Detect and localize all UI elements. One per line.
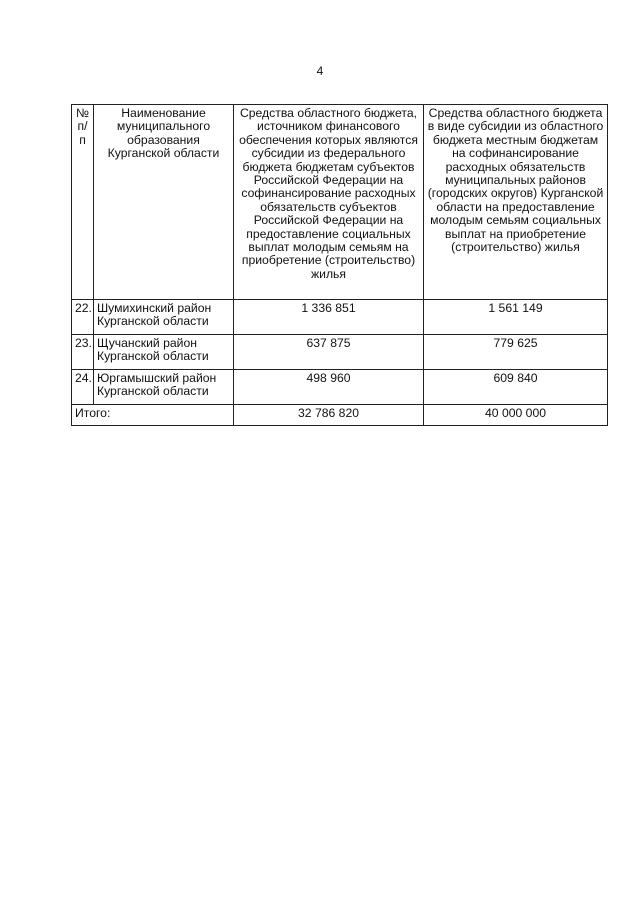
- row-number: 24.: [72, 370, 94, 405]
- page-number: 4: [316, 64, 324, 78]
- total-row: [72, 405, 608, 426]
- header-regional-subsidy-funds: Средства областного бюджета в виде субсидии из областного бюджета местным бюджетам на софинансирование расходных обязательств муниципальных районов (городских округов) Курганской области на предоставление молодым семьям социальных выплат на приобретение (строительство) жилья: [424, 105, 608, 300]
- header-municipality-name: Наименование муниципального образования Курганской области: [94, 105, 234, 300]
- header-number: № п/п: [72, 105, 94, 300]
- table-header-row: [72, 105, 608, 300]
- federal-amount: 637 875: [234, 335, 424, 370]
- total-label: Итого:: [72, 405, 234, 426]
- table-row: [72, 300, 608, 335]
- federal-amount: 498 960: [234, 370, 424, 405]
- regional-amount: 779 625: [424, 335, 608, 370]
- municipality-name: Шумихинский район Курганской области: [94, 300, 234, 335]
- row-number: 22.: [72, 300, 94, 335]
- header-federal-subsidy-funds: Средства областного бюджета, источником финансового обеспечения которых являются субсидии из федерального бюджета бюджетам субъектов Российской Федерации на софинансирование расходных обязательств субъектов Российской Федерации на предоставление социальных выплат молодым семьям на приобретение (строительство) жилья: [234, 105, 424, 300]
- budget-allocation-table: [71, 104, 608, 426]
- regional-amount: 609 840: [424, 370, 608, 405]
- federal-amount: 1 336 851: [234, 300, 424, 335]
- regional-amount: 1 561 149: [424, 300, 608, 335]
- total-federal-amount: 32 786 820: [234, 405, 424, 426]
- row-number: 23.: [72, 335, 94, 370]
- municipality-name: Юргамышский район Курганской области: [94, 370, 234, 405]
- table-row: [72, 335, 608, 370]
- total-regional-amount: 40 000 000: [424, 405, 608, 426]
- table-row: [72, 370, 608, 405]
- municipality-name: Щучанский район Курганской области: [94, 335, 234, 370]
